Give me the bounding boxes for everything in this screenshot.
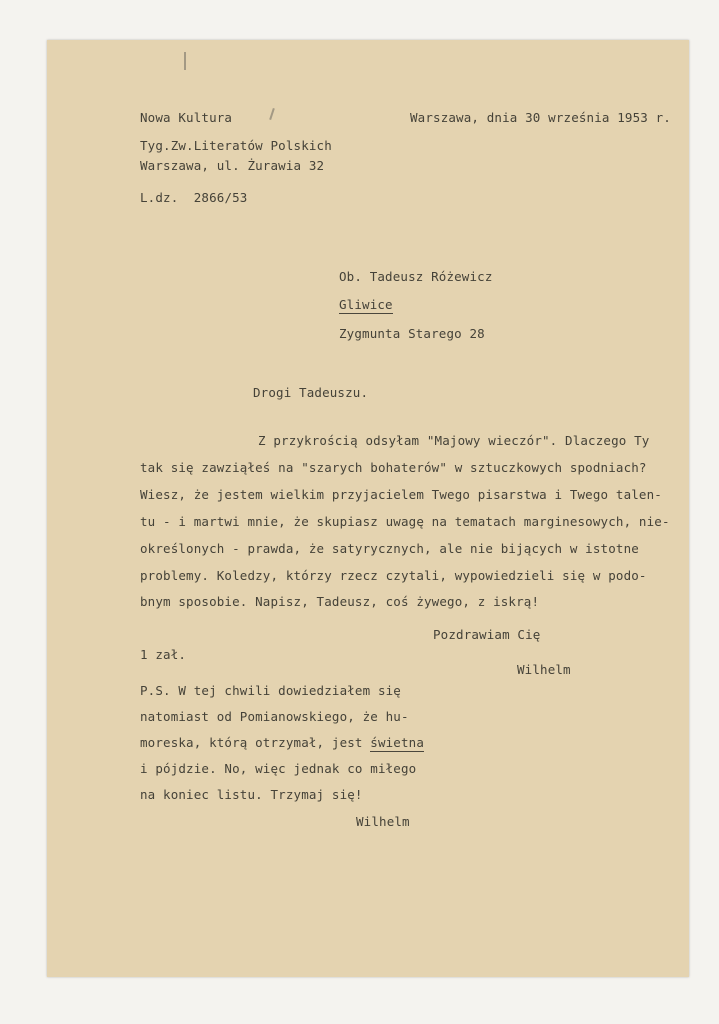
body-line-1: Z przykrością odsyłam "Majowy wieczór". Dlaczego Ty	[258, 433, 650, 448]
signature: Wilhelm	[517, 662, 571, 677]
ps-signature: Wilhelm	[356, 814, 410, 829]
closing: Pozdrawiam Cię	[433, 627, 541, 642]
reference-label: L.dz.	[140, 190, 179, 205]
enclosure-note: 1 zał.	[140, 647, 187, 662]
ps-line-2: natomiast od Pomianowskiego, że hu-	[140, 709, 409, 724]
recipient-city	[339, 298, 393, 312]
date-line: Warszawa, dnia 30 września 1953 r.	[410, 110, 671, 125]
recipient-city-text: Gliwice	[339, 297, 393, 312]
letter-sheet	[47, 40, 689, 977]
body-line-2: tak się zawziąłeś na "szarych bohaterów" w sztuczkowych spodniach?	[140, 460, 647, 475]
pencil-mark-top	[184, 52, 186, 70]
ps-line-3	[140, 736, 424, 750]
body-line-3: Wiesz, że jestem wielkim przyjacielem Twego pisarstwa i Twego talen-	[140, 487, 662, 502]
sender-address: Warszawa, ul. Żurawia 32	[140, 158, 325, 173]
ps-line-3-text: moreska, którą otrzymał, jest	[140, 735, 371, 750]
reference-number: 2866/53	[193, 190, 248, 205]
body-line-5: określonych - prawda, że satyrycznych, ale nie bijących w istotne	[140, 541, 639, 556]
ps-line-4: i pójdzie. No, więc jednak co miłego	[140, 761, 417, 776]
ps-emphasis: świetna	[370, 735, 425, 750]
reference-line	[140, 191, 247, 205]
sender-subtitle: Tyg.Zw.Literatów Polskich	[140, 138, 332, 153]
body-line-6: problemy. Koledzy, którzy rzecz czytali, wypowiedzieli się w podo-	[140, 568, 647, 583]
ps-line-1: P.S. W tej chwili dowiedziałem się	[140, 683, 401, 698]
salutation: Drogi Tadeuszu.	[253, 385, 369, 400]
ps-line-5: na koniec listu. Trzymaj się!	[140, 787, 363, 802]
recipient-name: Ob. Tadeusz Różewicz	[339, 269, 493, 284]
sender-org: Nowa Kultura	[140, 110, 233, 125]
body-line-4: tu - i martwi mnie, że skupiasz uwagę na tematach marginesowych, nie-	[140, 514, 670, 529]
recipient-street: Zygmunta Starego 28	[339, 326, 485, 341]
body-line-7: bnym sposobie. Napisz, Tadeusz, coś żywego, z iskrą!	[140, 594, 540, 609]
